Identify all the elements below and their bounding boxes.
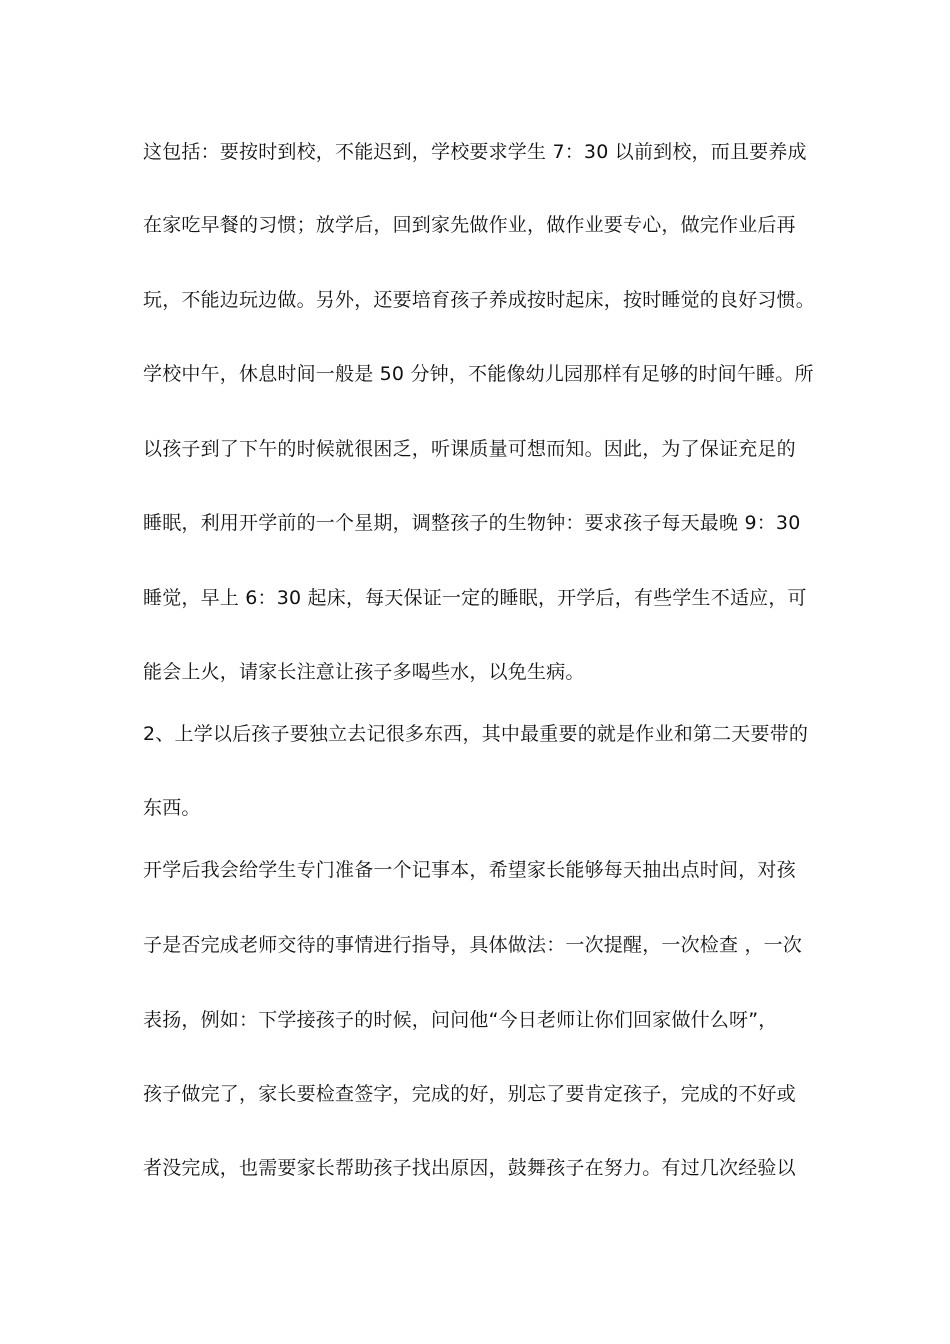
text-line-13: 表扬，例如：下学接孩子的时候，问问他“今日老师让你们回家做什么呀”， [143,1009,778,1031]
text-line-15: 者没完成，也需要家长帮助孩子找出原因，鼓舞孩子在努力。有过几次经验以 [143,1157,796,1179]
text-line-11: 开学后我会给学生专门准备一个记事本，希望家长能够每天抽出点时间，对孩 [143,859,796,881]
text-line-8: 能会上火，请家长注意让孩子多喝些水，以免生病。 [143,661,585,683]
text-line-10: 东西。 [143,797,201,819]
text-line-3: 玩，不能边玩边做。另外，还要培育孩子养成按时起床，按时睡觉的良好习惯。 [143,289,816,311]
text-line-6: 睡眠，利用开学前的一个星期，调整孩子的生物钟：要求孩子每天最晚 9：30 [143,512,801,534]
text-line-9: 2、上学以后孩子要独立去记很多东西，其中最重要的就是作业和第二天要带的 [143,723,809,745]
text-line-4: 学校中午，休息时间一般是 50 分钟，不能像幼儿园那样有足够的时间午睡。所 [143,363,814,385]
text-line-2: 在家吃早餐的习惯；放学后，回到家先做作业，做作业要专心，做完作业后再 [143,214,796,236]
text-line-5: 以孩子到了下午的时候就很困乏，听课质量可想而知。因此，为了保证充足的 [143,438,796,460]
text-line-14: 孩子做完了，家长要检查签字，完成的好，别忘了要肯定孩子，完成的不好或 [143,1083,796,1105]
text-line-1: 这包括：要按时到校，不能迟到，学校要求学生 7：30 以前到校，而且要养成 [143,141,807,163]
text-line-7: 睡觉，早上 6：30 起床，每天保证一定的睡眠，开学后，有些学生不适应，可 [143,587,807,609]
text-line-12: 子是否完成老师交待的事情进行指导，具体做法：一次提醒，一次检查 ，一次 [143,934,803,956]
